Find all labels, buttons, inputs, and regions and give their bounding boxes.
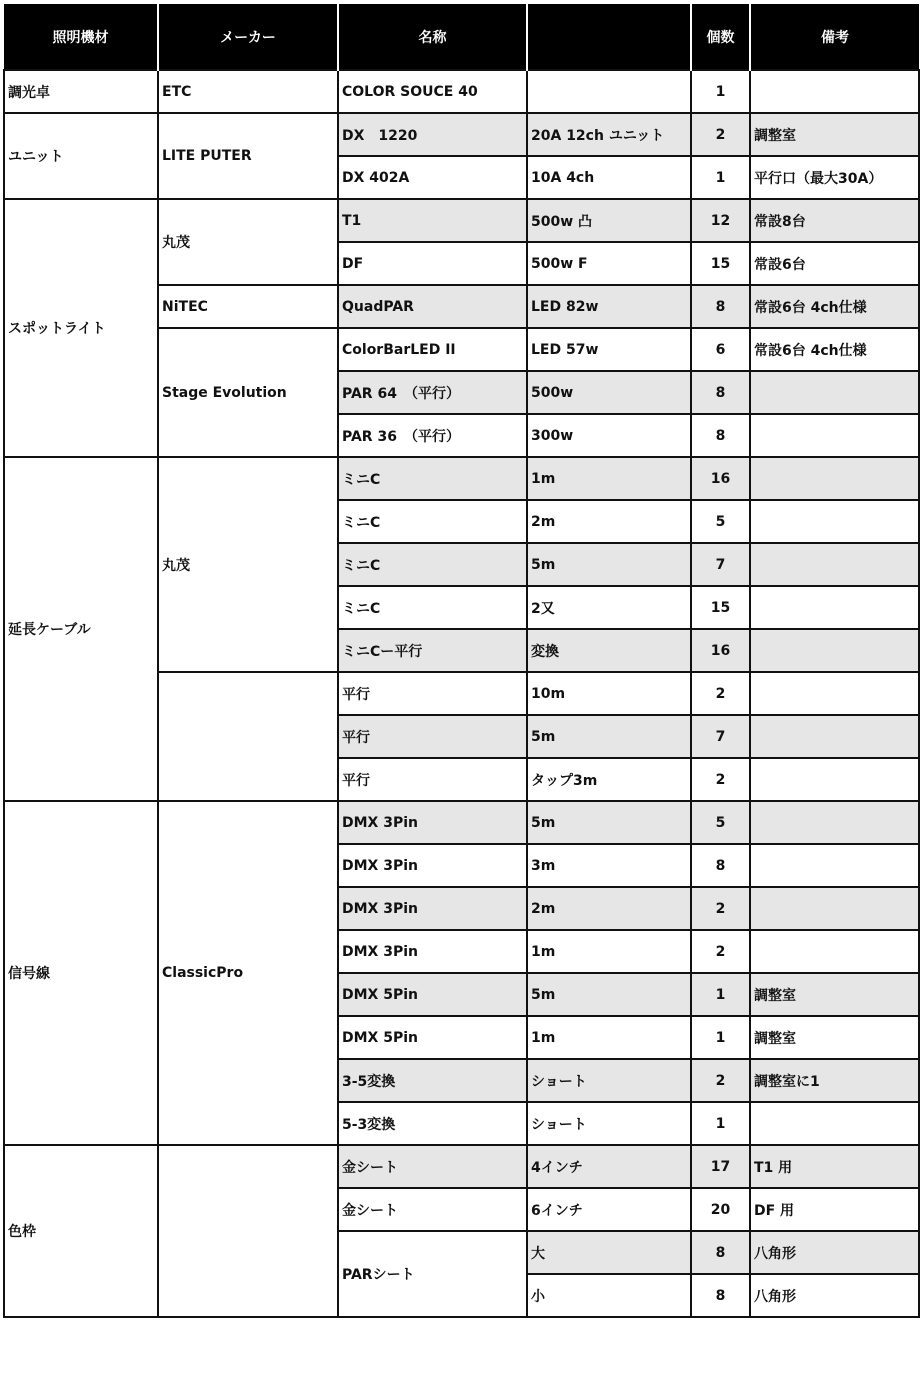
notes-cell[interactable] (750, 414, 919, 457)
quantity-cell[interactable]: 5 (691, 801, 750, 844)
spec-cell[interactable]: 5m (527, 715, 691, 758)
quantity-cell[interactable]: 2 (691, 113, 750, 156)
notes-cell[interactable]: DF 用 (750, 1188, 919, 1231)
notes-cell[interactable] (750, 371, 919, 414)
name-cell[interactable]: 金シート (338, 1188, 527, 1231)
notes-cell[interactable]: 常設6台 4ch仕様 (750, 285, 919, 328)
notes-cell[interactable]: 調整室 (750, 113, 919, 156)
notes-cell[interactable]: 八角形 (750, 1274, 919, 1317)
name-cell[interactable]: DMX 3Pin (338, 887, 527, 930)
notes-cell[interactable] (750, 500, 919, 543)
quantity-cell[interactable]: 6 (691, 328, 750, 371)
quantity-cell[interactable]: 17 (691, 1145, 750, 1188)
table-body (4, 70, 919, 1317)
spec-cell[interactable]: 1m (527, 930, 691, 973)
spec-cell[interactable]: 1m (527, 1016, 691, 1059)
spec-cell[interactable]: 5m (527, 543, 691, 586)
notes-cell[interactable]: 八角形 (750, 1231, 919, 1274)
notes-cell[interactable]: 常設6台 (750, 242, 919, 285)
quantity-cell[interactable]: 20 (691, 1188, 750, 1231)
category-cell[interactable]: 信号線 (4, 801, 158, 1145)
quantity-cell[interactable]: 2 (691, 1059, 750, 1102)
notes-cell[interactable]: 常設8台 (750, 199, 919, 242)
spec-cell[interactable]: 1m (527, 457, 691, 500)
name-cell[interactable]: ミニC (338, 500, 527, 543)
quantity-cell[interactable]: 8 (691, 1274, 750, 1317)
name-cell[interactable]: DX 1220 (338, 113, 527, 156)
name-cell[interactable]: 金シート (338, 1145, 527, 1188)
notes-cell[interactable]: 調整室 (750, 973, 919, 1016)
quantity-cell[interactable]: 8 (691, 844, 750, 887)
notes-cell[interactable] (750, 1102, 919, 1145)
quantity-cell[interactable]: 7 (691, 715, 750, 758)
spec-cell[interactable]: 20A 12ch ユニット (527, 113, 691, 156)
table-row (4, 457, 919, 500)
quantity-cell[interactable]: 8 (691, 371, 750, 414)
lighting-equipment-table (3, 4, 920, 1318)
spec-cell[interactable]: 変換 (527, 629, 691, 672)
quantity-cell[interactable]: 2 (691, 758, 750, 801)
quantity-cell[interactable]: 5 (691, 500, 750, 543)
notes-cell[interactable]: 平行口（最大30A） (750, 156, 919, 199)
name-cell[interactable]: DMX 3Pin (338, 844, 527, 887)
name-cell[interactable]: DMX 5Pin (338, 973, 527, 1016)
notes-cell[interactable] (750, 457, 919, 500)
notes-cell[interactable]: 常設6台 4ch仕様 (750, 328, 919, 371)
maker-cell[interactable]: 丸茂 (158, 199, 338, 285)
maker-cell[interactable] (158, 672, 338, 801)
spec-cell[interactable]: 300w (527, 414, 691, 457)
name-cell[interactable]: ミニC (338, 543, 527, 586)
quantity-cell[interactable]: 8 (691, 285, 750, 328)
notes-cell[interactable] (750, 801, 919, 844)
spec-cell[interactable]: 500w (527, 371, 691, 414)
quantity-cell[interactable]: 2 (691, 887, 750, 930)
header-equipment[interactable]: 照明機材 (4, 4, 158, 70)
name-cell[interactable]: PAR 64 （平行） (338, 371, 527, 414)
quantity-cell[interactable]: 8 (691, 414, 750, 457)
spec-cell[interactable]: 2m (527, 887, 691, 930)
name-cell[interactable]: T1 (338, 199, 527, 242)
spec-cell[interactable]: ショート (527, 1102, 691, 1145)
notes-cell[interactable]: 調整室 (750, 1016, 919, 1059)
maker-cell[interactable]: Stage Evolution (158, 328, 338, 457)
notes-cell[interactable] (750, 586, 919, 629)
spec-cell[interactable]: タップ3m (527, 758, 691, 801)
notes-cell[interactable] (750, 543, 919, 586)
quantity-cell[interactable]: 2 (691, 930, 750, 973)
notes-cell[interactable]: 調整室に1 (750, 1059, 919, 1102)
name-cell[interactable]: 平行 (338, 758, 527, 801)
spec-cell[interactable]: 小 (527, 1274, 691, 1317)
header-name[interactable]: 名称 (338, 4, 527, 70)
quantity-cell[interactable]: 8 (691, 1231, 750, 1274)
notes-cell[interactable] (750, 758, 919, 801)
name-cell[interactable]: 平行 (338, 715, 527, 758)
quantity-cell[interactable]: 15 (691, 242, 750, 285)
spec-cell[interactable]: 500w F (527, 242, 691, 285)
notes-cell[interactable] (750, 672, 919, 715)
name-cell[interactable]: ミニC (338, 586, 527, 629)
maker-cell[interactable] (158, 1145, 338, 1317)
quantity-cell[interactable]: 16 (691, 457, 750, 500)
quantity-cell[interactable]: 1 (691, 1102, 750, 1145)
notes-cell[interactable] (750, 715, 919, 758)
table-row (4, 801, 919, 844)
spec-cell[interactable]: ショート (527, 1059, 691, 1102)
quantity-cell[interactable]: 2 (691, 672, 750, 715)
quantity-cell[interactable]: 12 (691, 199, 750, 242)
spec-cell[interactable]: 3m (527, 844, 691, 887)
spec-cell[interactable]: 10m (527, 672, 691, 715)
spec-cell[interactable]: 大 (527, 1231, 691, 1274)
notes-cell[interactable] (750, 887, 919, 930)
header-spec[interactable] (527, 4, 691, 70)
header-maker[interactable]: メーカー (158, 4, 338, 70)
category-cell[interactable]: ユニット (4, 113, 158, 199)
spec-cell[interactable] (527, 70, 691, 113)
spec-cell[interactable]: LED 82w (527, 285, 691, 328)
header-row (4, 4, 919, 70)
spec-cell[interactable]: LED 57w (527, 328, 691, 371)
name-cell[interactable]: ColorBarLED II (338, 328, 527, 371)
name-cell[interactable]: COLOR SOUCE 40 (338, 70, 527, 113)
notes-cell[interactable] (750, 930, 919, 973)
header-notes[interactable]: 備考 (750, 4, 919, 70)
category-cell[interactable]: 色枠 (4, 1145, 158, 1317)
table-row (4, 1145, 919, 1188)
quantity-cell[interactable]: 1 (691, 973, 750, 1016)
notes-cell[interactable]: T1 用 (750, 1145, 919, 1188)
name-cell[interactable]: ミニC (338, 457, 527, 500)
spec-cell[interactable]: 10A 4ch (527, 156, 691, 199)
spec-cell[interactable]: 5m (527, 801, 691, 844)
name-cell[interactable]: DMX 5Pin (338, 1016, 527, 1059)
name-cell[interactable]: 平行 (338, 672, 527, 715)
quantity-cell[interactable]: 7 (691, 543, 750, 586)
name-cell[interactable]: QuadPAR (338, 285, 527, 328)
spec-cell[interactable]: 6インチ (527, 1188, 691, 1231)
maker-cell[interactable]: 丸茂 (158, 457, 338, 672)
maker-cell[interactable]: ClassicPro (158, 801, 338, 1145)
notes-cell[interactable] (750, 844, 919, 887)
spec-cell[interactable]: 500w 凸 (527, 199, 691, 242)
name-cell[interactable]: DMX 3Pin (338, 930, 527, 973)
category-cell[interactable]: スポットライト (4, 199, 158, 457)
name-cell[interactable]: DF (338, 242, 527, 285)
header-quantity[interactable]: 個数 (691, 4, 750, 70)
category-cell[interactable]: 調光卓 (4, 70, 158, 113)
maker-cell[interactable]: NiTEC (158, 285, 338, 328)
quantity-cell[interactable]: 1 (691, 70, 750, 113)
name-cell[interactable]: PAR 36 （平行） (338, 414, 527, 457)
table-row (4, 70, 919, 113)
name-cell[interactable]: ミニCー平行 (338, 629, 527, 672)
name-cell[interactable]: DX 402A (338, 156, 527, 199)
quantity-cell[interactable]: 16 (691, 629, 750, 672)
spec-cell[interactable]: 4インチ (527, 1145, 691, 1188)
quantity-cell[interactable]: 15 (691, 586, 750, 629)
name-cell[interactable]: 3-5変換 (338, 1059, 527, 1102)
maker-cell[interactable]: LITE PUTER (158, 113, 338, 199)
notes-cell[interactable] (750, 629, 919, 672)
name-cell[interactable]: DMX 3Pin (338, 801, 527, 844)
quantity-cell[interactable]: 1 (691, 1016, 750, 1059)
category-cell[interactable]: 延長ケーブル (4, 457, 158, 801)
quantity-cell[interactable]: 1 (691, 156, 750, 199)
table-row (4, 199, 919, 242)
name-cell[interactable]: 5-3変換 (338, 1102, 527, 1145)
table-row (4, 113, 919, 156)
maker-cell[interactable]: ETC (158, 70, 338, 113)
name-cell[interactable]: PARシート (338, 1231, 527, 1317)
spec-cell[interactable]: 5m (527, 973, 691, 1016)
spec-cell[interactable]: 2m (527, 500, 691, 543)
spec-cell[interactable]: 2又 (527, 586, 691, 629)
notes-cell[interactable] (750, 70, 919, 113)
equipment-sheet (3, 4, 920, 1318)
